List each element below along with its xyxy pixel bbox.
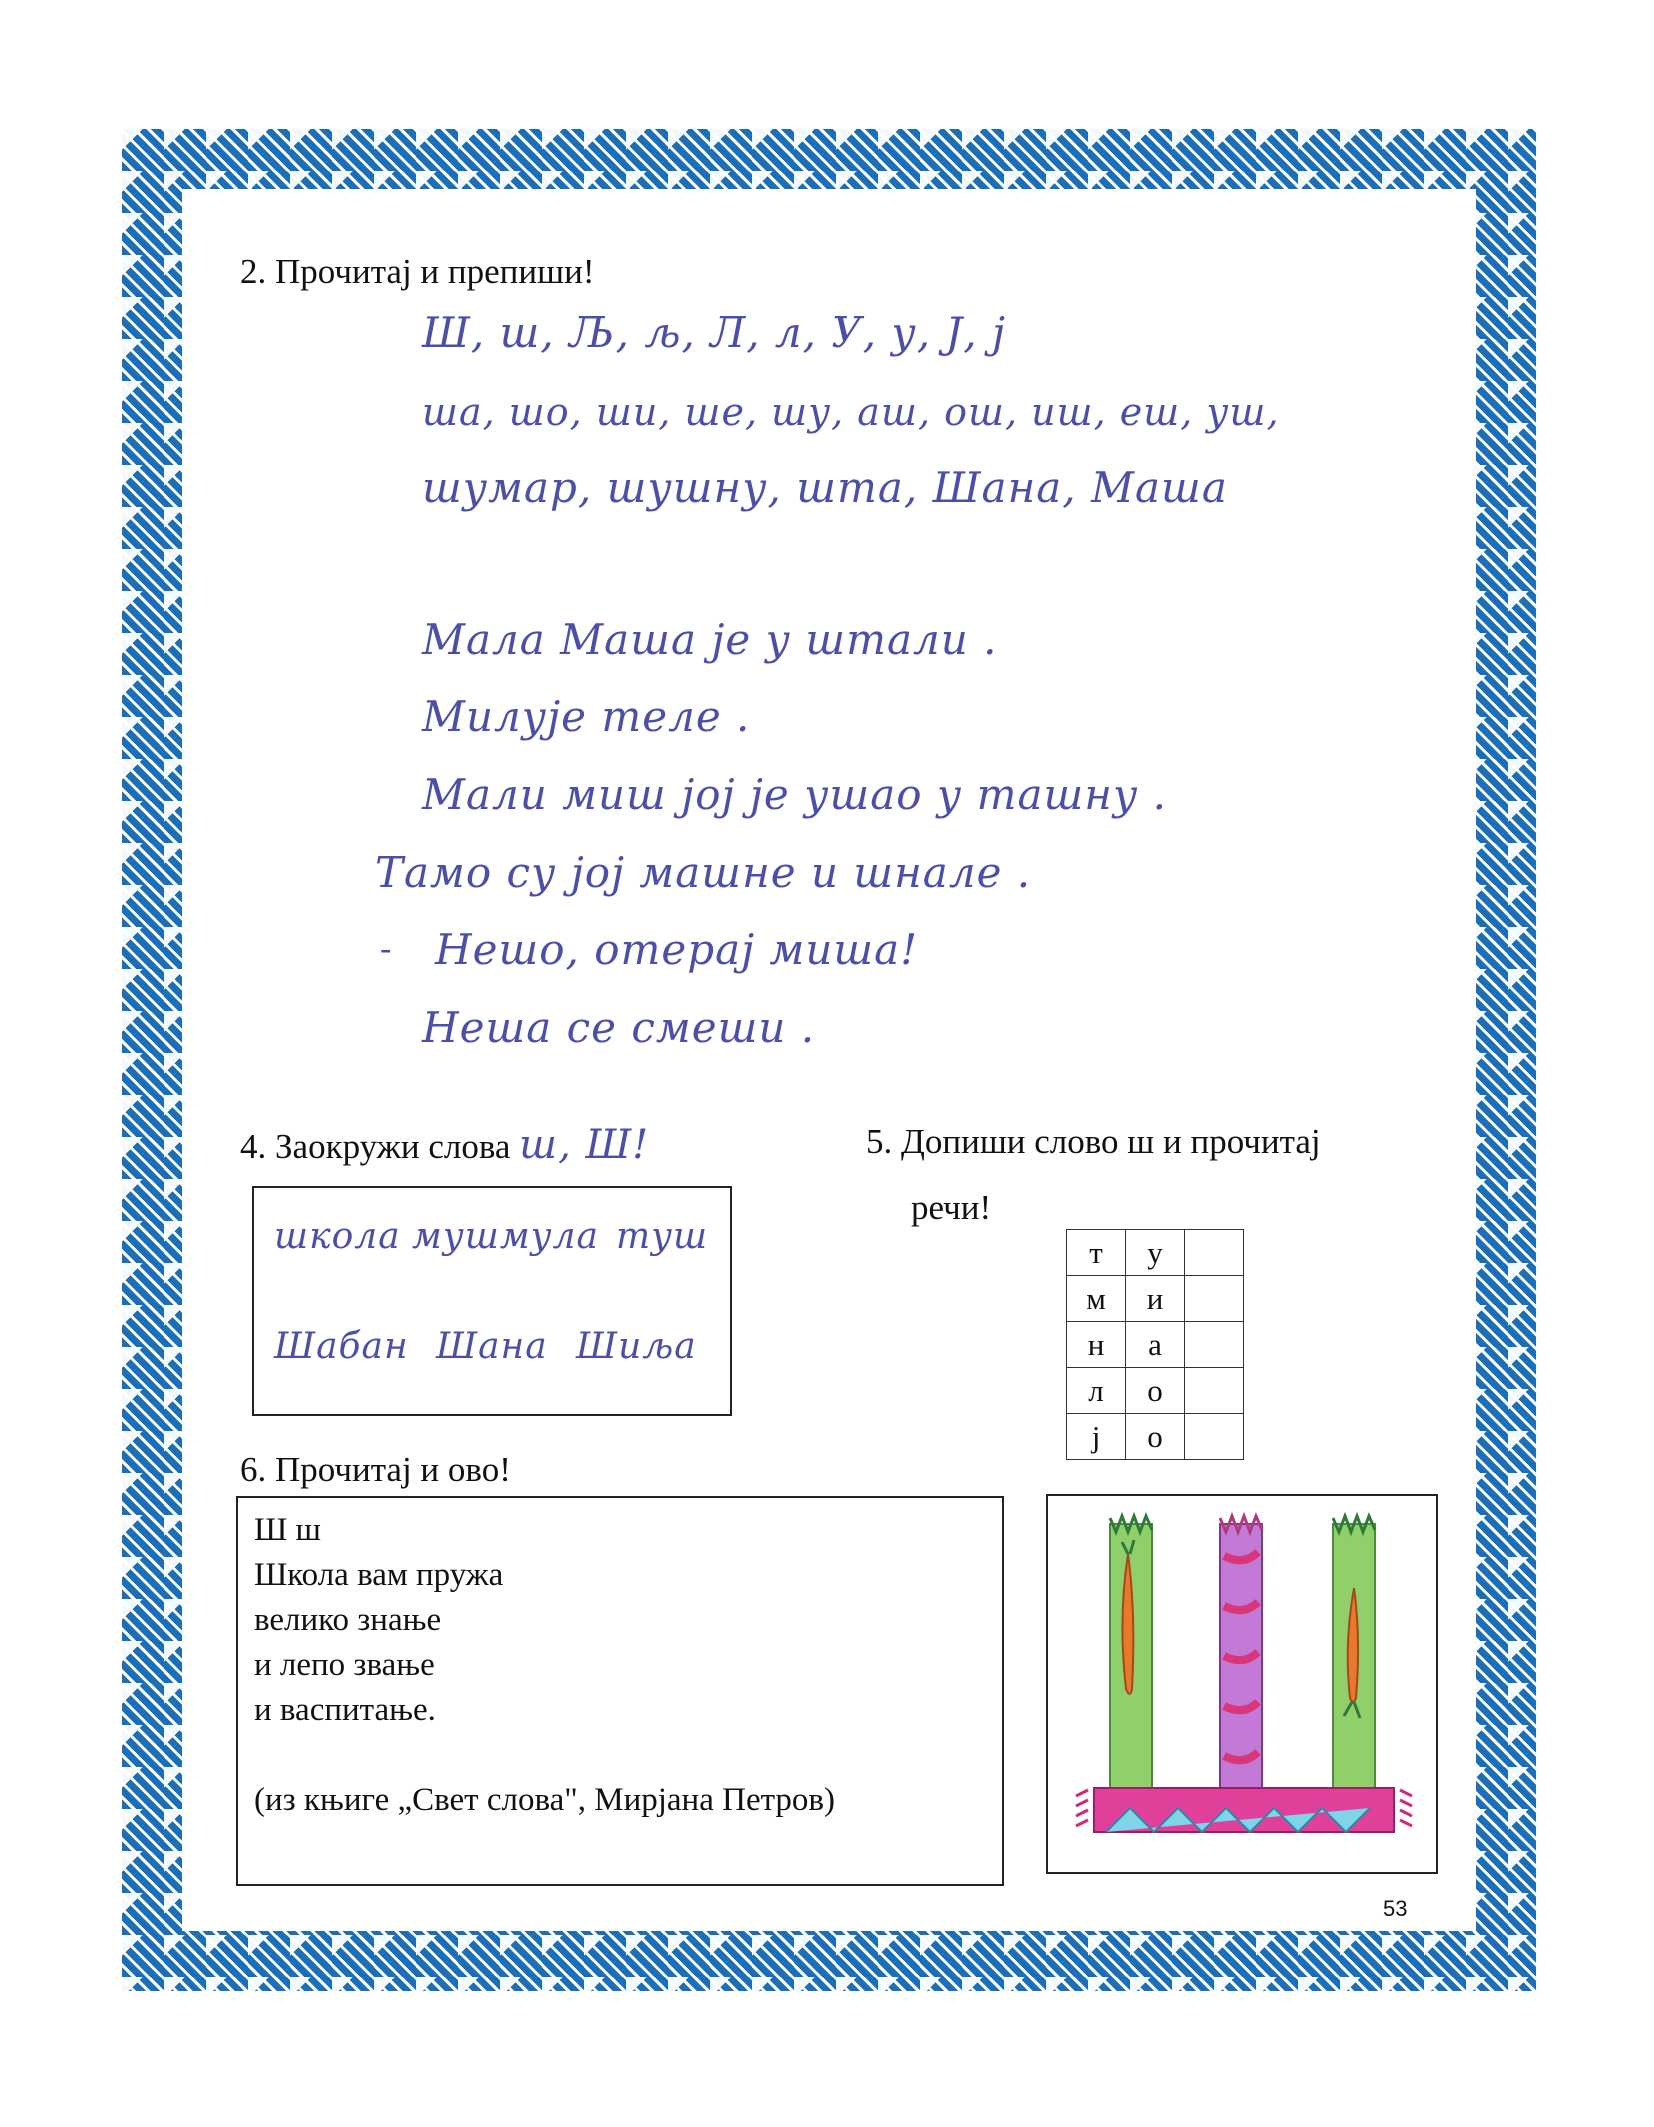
poem-box	[236, 1496, 1004, 1886]
grid-blank-cell[interactable]	[1185, 1230, 1244, 1276]
word-saban: Шабан	[274, 1326, 409, 1367]
word-sana: Шана	[436, 1326, 548, 1367]
grid-cell: н	[1067, 1322, 1126, 1368]
circle-letters-box	[252, 1186, 732, 1416]
task4-heading-text: 4. Заокружи слова	[240, 1127, 520, 1166]
task5-heading: 5. Допиши слово ш и прочитај	[866, 1122, 1321, 1161]
letter-sha-illustration	[1046, 1494, 1438, 1874]
grid-blank-cell[interactable]	[1185, 1322, 1244, 1368]
poem-line: велико знање	[254, 1602, 442, 1638]
grid-blank-cell[interactable]	[1185, 1276, 1244, 1322]
dialogue-dash: -	[380, 930, 392, 967]
poem-line: Школа вам пружа	[254, 1557, 504, 1593]
grid-cell: а	[1126, 1322, 1185, 1368]
task2-heading: 2. Прочитај и препиши!	[240, 252, 595, 291]
task6-heading: 6. Прочитај и ово!	[240, 1450, 511, 1489]
words-line: шумар, шушну, шта, Шана, Маша	[422, 463, 1228, 512]
story-line-2: Милује теле .	[422, 692, 751, 741]
grid-row	[1067, 1276, 1244, 1322]
poem-source: (из књиге „Свет слова", Мирјана Петров)	[254, 1782, 835, 1818]
story-line-1: Мала Маша је у штали .	[422, 615, 998, 664]
fill-in-grid	[1066, 1229, 1244, 1460]
task4-heading-letters: ш, Ш!	[519, 1122, 650, 1168]
poem-line: и васпитање.	[254, 1692, 436, 1728]
syllables-line: ша, шо, ши, ше, шу, аш, ош, иш, еш, уш,	[422, 390, 1280, 434]
grid-row	[1067, 1322, 1244, 1368]
grid-cell: т	[1067, 1230, 1126, 1276]
grid-cell: м	[1067, 1276, 1126, 1322]
letters-line: Ш, ш, Љ, љ, Л, л, У, у, Ј, ј	[422, 308, 1007, 357]
grid-cell: у	[1126, 1230, 1185, 1276]
word-musmula: мушмула	[412, 1216, 599, 1257]
grid-cell: ј	[1067, 1414, 1126, 1460]
grid-row	[1067, 1368, 1244, 1414]
grid-cell: о	[1126, 1414, 1185, 1460]
grid-blank-cell[interactable]	[1185, 1414, 1244, 1460]
grid-cell: о	[1126, 1368, 1185, 1414]
story-line-6: Неша се смеши .	[422, 1003, 816, 1052]
grid-row	[1067, 1414, 1244, 1460]
word-skola: школа	[274, 1216, 401, 1257]
poem-line: Ш ш	[254, 1512, 321, 1548]
word-tus: туш	[616, 1216, 709, 1257]
page-number: 53	[1383, 1896, 1408, 1921]
grid-row	[1067, 1230, 1244, 1276]
task4-heading	[240, 1122, 649, 1168]
task5-heading-cont: речи!	[911, 1188, 992, 1227]
poem-line: и лепо звање	[254, 1647, 435, 1683]
grid-blank-cell[interactable]	[1185, 1368, 1244, 1414]
word-silja: Шиља	[576, 1326, 697, 1367]
story-line-4: Тамо су јој машне и шнале .	[375, 848, 1032, 897]
carrot-letter-drawing	[1048, 1496, 1436, 1872]
story-line-5: Нешо, отерај миша!	[435, 925, 919, 974]
grid-cell: и	[1126, 1276, 1185, 1322]
grid-cell: л	[1067, 1368, 1126, 1414]
story-line-3: Мали миш јој је ушао у ташну .	[422, 770, 1168, 819]
